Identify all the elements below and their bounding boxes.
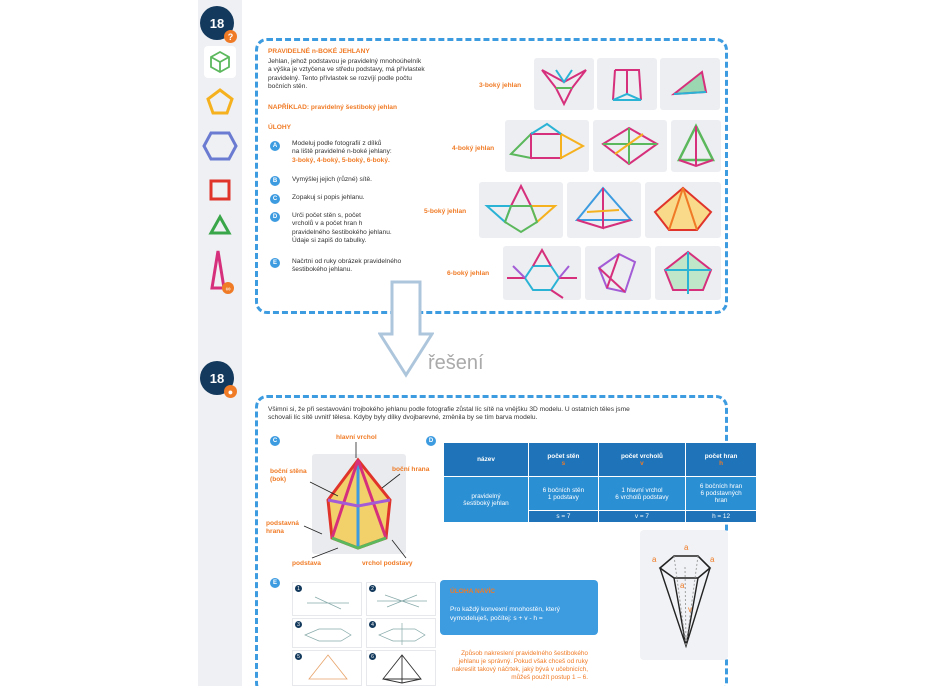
task-line: Modeluj podle fotografií z dílků bbox=[292, 140, 382, 147]
photo-5-net bbox=[479, 182, 563, 238]
row-label-4: 4-boký jehlan bbox=[452, 145, 495, 152]
bonus-task-box bbox=[440, 580, 598, 635]
row-label-3: 3-boký jehlan bbox=[479, 82, 522, 89]
table-row bbox=[444, 477, 757, 511]
task-line: pravidelného šestibokého jehlanu. bbox=[292, 228, 392, 236]
photo-5-model bbox=[645, 182, 721, 238]
down-arrow-icon bbox=[378, 280, 434, 378]
step-sketch bbox=[366, 582, 436, 616]
task-line: vrcholů v a počet hran h bbox=[292, 220, 363, 228]
solution-table bbox=[443, 442, 757, 523]
photo-6-frame bbox=[585, 246, 651, 300]
step-sketch bbox=[292, 650, 362, 686]
step-number: 6 bbox=[369, 653, 376, 660]
square-icon bbox=[208, 178, 232, 202]
tasks-heading: ÚLOHY bbox=[268, 124, 292, 131]
intro-line: Jehlan, jehož podstavou je pravidelný mnohoúhelník bbox=[268, 58, 422, 65]
drawing-note bbox=[436, 650, 588, 682]
photo-5-frame bbox=[567, 182, 641, 238]
header-var: h bbox=[719, 459, 724, 467]
exercise-badge-top bbox=[200, 6, 234, 40]
table-cell: 6 bočních stěn 1 podstavy bbox=[529, 477, 599, 511]
label-pointer-lines bbox=[260, 430, 430, 580]
task-highlight: 3-boký, 4-boký, 5-boký, 6-boký. bbox=[292, 156, 390, 164]
exercise-number: 18 bbox=[209, 15, 225, 31]
header-text: počet vrcholů bbox=[621, 452, 663, 460]
task-line: Načrtni od ruky obrázek pravidelného bbox=[292, 258, 402, 265]
bonus-line: Pro každý konvexní mnohostěn, který bbox=[450, 606, 560, 613]
step-sketch bbox=[292, 618, 362, 648]
table-cell: 1 hlavní vrchol 6 vrcholů podstavy bbox=[598, 477, 685, 511]
sketch-letter: a bbox=[684, 543, 689, 552]
row-label-5: 5-boký jehlan bbox=[424, 208, 467, 215]
task-letter: C bbox=[270, 194, 280, 204]
sketch-letter: a bbox=[652, 555, 657, 564]
bonus-text bbox=[450, 606, 560, 623]
note-line: nakreslit takový náčrtek, jaký bývá v učebnicích, bbox=[451, 666, 588, 673]
task-b-text bbox=[292, 176, 442, 184]
pyramid-sketch bbox=[640, 530, 728, 660]
task-a-text bbox=[292, 140, 442, 165]
part-e-marker: E bbox=[270, 578, 280, 588]
photo-4-model bbox=[671, 120, 721, 172]
task-line: Zopakuj si popis jehlanu. bbox=[292, 194, 365, 201]
label-lateral-face: boční stěna (bok) bbox=[270, 468, 307, 483]
table-cell: pravidelný šestiboký jehlan bbox=[444, 477, 529, 523]
row-label-6: 6-boký jehlan bbox=[447, 270, 490, 277]
label-base: podstava bbox=[292, 560, 321, 567]
triangle-icon bbox=[208, 214, 232, 236]
task-e-text bbox=[292, 258, 442, 275]
sum-cell: h = 12 bbox=[686, 511, 757, 523]
photo-6-model bbox=[655, 246, 721, 300]
svg-text:∞: ∞ bbox=[225, 286, 231, 293]
table-cell: 6 bočních hran 6 podstavných hran bbox=[686, 477, 757, 511]
task-c-text bbox=[292, 194, 442, 202]
task-letter: D bbox=[270, 212, 280, 222]
intro-line: Všimni si, že při sestavování trojbokého jehlanu podle fotografie zůstal líc sítě na vnějšku 3D modelu. U ostatních těles jsme bbox=[268, 406, 630, 413]
pentagon-icon bbox=[204, 86, 236, 118]
label-base-edge: podstavná hrana bbox=[266, 520, 299, 535]
task-letter: E bbox=[270, 258, 280, 268]
sum-cell: s = 7 bbox=[529, 511, 599, 523]
note-line: můžeš použít postup 1 – 6. bbox=[511, 674, 588, 681]
bonus-title: ÚLOHA NAVÍC bbox=[450, 588, 496, 595]
intro-line: schovali líc sítě uvnitř tělesa. Kdyby byly dílky dvojbarevné, změnila by se tím barva modelu. bbox=[268, 414, 538, 422]
header-var: s bbox=[561, 459, 566, 467]
exercise-number: 18 bbox=[209, 370, 225, 386]
bonus-line: vymodeluješ, počítej: s + v - h = bbox=[450, 614, 543, 622]
cube-3d-icon bbox=[204, 46, 236, 78]
step-sketch bbox=[292, 582, 362, 616]
table-header-row bbox=[444, 443, 757, 477]
lightbulb-icon: ● bbox=[224, 385, 237, 398]
task-line: na liště pravidelné n-boké jehlany: bbox=[292, 148, 392, 156]
part-c-marker: C bbox=[270, 436, 280, 446]
step-number: 2 bbox=[369, 585, 376, 592]
note-line: jehlanu je správný. Pokud však chceš od ruky bbox=[458, 658, 588, 665]
intro-line: bočních stěn. bbox=[268, 83, 308, 91]
step-number: 4 bbox=[369, 621, 376, 628]
header-text: název bbox=[477, 456, 495, 463]
step-sketch bbox=[366, 650, 436, 686]
task-d-text bbox=[292, 212, 442, 246]
example-heading: NAPŘÍKLAD: pravidelný šestiboký jehlan bbox=[268, 104, 397, 111]
label-lateral-edge: boční hrana bbox=[392, 466, 430, 473]
photo-4-frame bbox=[593, 120, 667, 172]
header-var: v bbox=[640, 459, 644, 467]
sketch-letter: v bbox=[688, 605, 692, 614]
table-header bbox=[529, 443, 599, 477]
table-header bbox=[598, 443, 685, 477]
header-text: počet stěn bbox=[547, 452, 580, 460]
table-header bbox=[444, 443, 529, 477]
header-text: počet hran bbox=[704, 452, 738, 460]
sketch-letter: a bbox=[710, 555, 715, 564]
photo-6-net bbox=[503, 246, 581, 300]
task-letter: B bbox=[270, 176, 280, 186]
task-line: šestibokého jehlanu. bbox=[292, 266, 353, 274]
exercise-badge-bottom bbox=[200, 361, 234, 395]
step-number: 5 bbox=[295, 653, 302, 660]
sum-cell: v = 7 bbox=[598, 511, 685, 523]
solution-heading: řešení bbox=[428, 352, 484, 374]
photo-4-net bbox=[505, 120, 589, 172]
step-number: 1 bbox=[295, 585, 302, 592]
label-apex: hlavní vrchol bbox=[336, 434, 377, 441]
long-triangle-icon bbox=[206, 248, 236, 296]
solution-intro bbox=[268, 406, 718, 423]
intro-line: a výška je vztyčena ve středu podstavy, má přívlastek bbox=[268, 66, 425, 74]
question-icon: ? bbox=[224, 30, 237, 43]
task-line: Urči počet stěn s, počet bbox=[292, 212, 361, 219]
intro-text bbox=[268, 58, 468, 92]
label-base-vertex: vrchol podstavy bbox=[362, 560, 413, 567]
task-letter: A bbox=[270, 141, 280, 151]
part-d-marker: D bbox=[426, 436, 436, 446]
sketch-letter: a bbox=[680, 581, 685, 590]
hexagon-icon bbox=[202, 130, 238, 162]
photo-3-net bbox=[534, 58, 594, 110]
note-line: Způsob nakreslení pravidelného šestibokého bbox=[461, 650, 588, 657]
step-sketch bbox=[366, 618, 436, 648]
photo-3-frame bbox=[597, 58, 657, 110]
step-number: 3 bbox=[295, 621, 302, 628]
photo-3-model bbox=[660, 58, 720, 110]
task-line: Údaje si zapiš do tabulky. bbox=[292, 237, 367, 245]
intro-line: pravidelný. Tento přívlastek se rozvíjí podle počtu bbox=[268, 74, 412, 82]
table-header bbox=[686, 443, 757, 477]
task-line: Vymýšlej jejich (různé) sítě. bbox=[292, 176, 373, 183]
section-title: PRAVIDELNÉ n-BOKÉ JEHLANY bbox=[268, 48, 370, 55]
